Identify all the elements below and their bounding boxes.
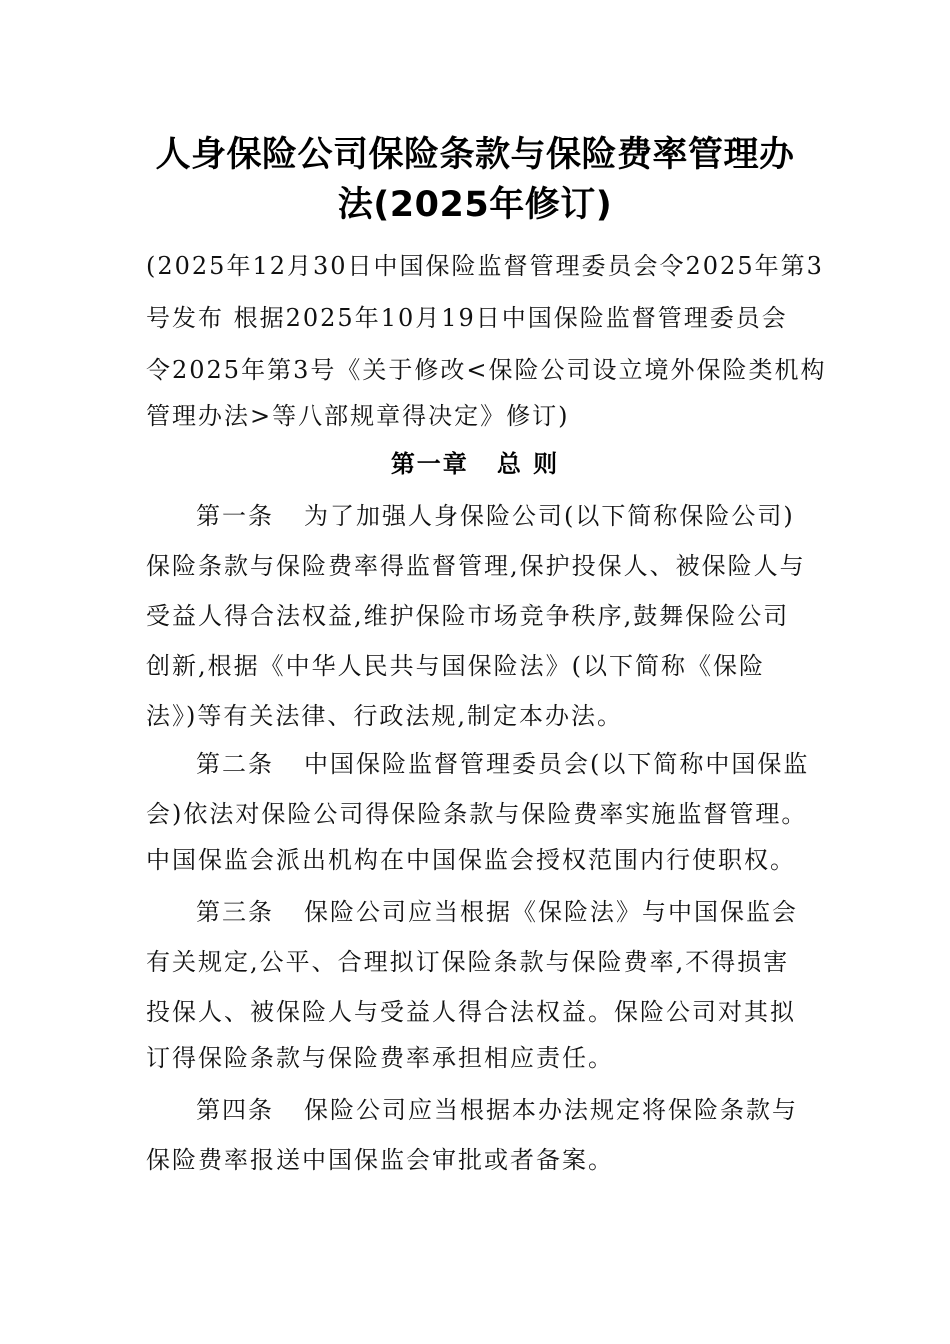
- preamble-line: 号发布 根据2025年10月19日中国保险监督管理委员会: [146, 304, 788, 332]
- document-title-line-1: 人身保险公司保险条款与保险费率管理办: [155, 135, 795, 175]
- article-text: 保险公司应当根据本办法规定将保险条款与: [304, 1096, 798, 1124]
- chapter-heading: [0, 440, 950, 488]
- article-line: 保险费率报送中国保监会审批或者备案。: [146, 1146, 614, 1174]
- preamble-line: (2025年12月30日中国保险监督管理委员会令2025年第3: [146, 252, 824, 280]
- article-first-line: [196, 886, 798, 938]
- article-label: 第四条: [196, 1096, 274, 1124]
- article-line: 订得保险条款与保险费率承担相应责任。: [146, 1044, 614, 1072]
- article-text: 为了加强人身保险公司(以下简称保险公司): [304, 502, 795, 530]
- chapter-number: 第一章: [390, 450, 469, 478]
- article-first-line: [196, 738, 809, 790]
- article-line: 有关规定,公平、合理拟订保险条款与保险费率,不得损害: [146, 948, 790, 976]
- article-label: 第三条: [196, 898, 274, 926]
- document-title-line-2: 法(2025年修订): [337, 185, 613, 225]
- article-line: 保险条款与保险费率得监督管理,保护投保人、被保险人与: [146, 552, 806, 580]
- preamble-line: 管理办法>等八部规章得决定》修订): [146, 402, 570, 430]
- preamble-line: 令2025年第3号《关于修改<保险公司设立境外保险类机构: [146, 356, 827, 384]
- article-line: 法》)等有关法律、行政法规,制定本办法。: [146, 702, 623, 730]
- article-label: 第二条: [196, 750, 274, 778]
- article-text: 中国保险监督管理委员会(以下简称中国保监: [304, 750, 810, 778]
- article-line: 受益人得合法权益,维护保险市场竞争秩序,鼓舞保险公司: [146, 602, 790, 630]
- article-first-line: [196, 1084, 798, 1136]
- article-label: 第一条: [196, 502, 274, 530]
- article-line: 投保人、被保险人与受益人得合法权益。保险公司对其拟: [146, 998, 796, 1026]
- article-first-line: [196, 490, 795, 542]
- article-line: 会)依法对保险公司得保险条款与保险费率实施监督管理。: [146, 800, 808, 828]
- article-line: 中国保监会派出机构在中国保监会授权范围内行使职权。: [146, 846, 796, 874]
- article-line: 创新,根据《中华人民共与国保险法》(以下简称《保险: [146, 652, 765, 680]
- chapter-name: 总 则: [496, 450, 560, 478]
- article-text: 保险公司应当根据《保险法》与中国保监会: [304, 898, 798, 926]
